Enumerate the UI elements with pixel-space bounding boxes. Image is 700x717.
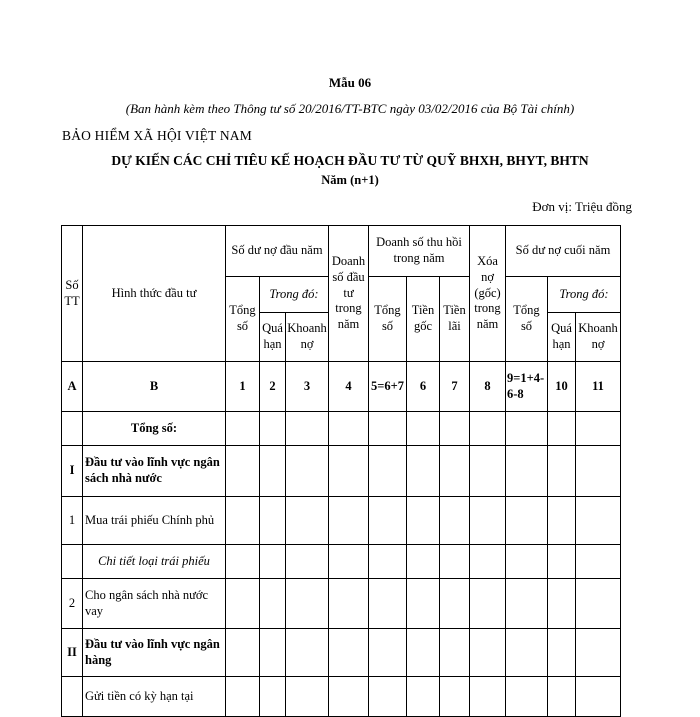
header-open-total: Tổng số bbox=[226, 277, 260, 362]
column-code: A bbox=[62, 362, 83, 412]
header-open-ofwhich: Trong đó: bbox=[260, 277, 329, 313]
row-value-cell bbox=[548, 677, 576, 717]
row-stt bbox=[62, 545, 83, 579]
header-open-overdue: Quá hạn bbox=[260, 313, 286, 362]
row-value-cell bbox=[226, 412, 260, 446]
table-row bbox=[62, 412, 621, 446]
row-value-cell bbox=[506, 579, 548, 629]
header-recovery-sales: Doanh số thu hồi trong năm bbox=[369, 226, 470, 277]
row-value-cell bbox=[470, 629, 506, 677]
investment-plan-table bbox=[61, 225, 621, 717]
row-value-cell bbox=[407, 446, 440, 497]
row-value-cell bbox=[548, 545, 576, 579]
row-value-cell bbox=[440, 497, 470, 545]
row-value-cell bbox=[470, 545, 506, 579]
row-label: Chi tiết loại trái phiếu bbox=[83, 545, 226, 579]
row-value-cell bbox=[440, 677, 470, 717]
row-value-cell bbox=[286, 629, 329, 677]
row-stt: I bbox=[62, 446, 83, 497]
row-value-cell bbox=[329, 497, 369, 545]
row-value-cell bbox=[226, 497, 260, 545]
row-value-cell bbox=[286, 412, 329, 446]
row-value-cell bbox=[369, 579, 407, 629]
row-value-cell bbox=[440, 629, 470, 677]
row-value-cell bbox=[576, 629, 621, 677]
row-value-cell bbox=[470, 497, 506, 545]
row-value-cell bbox=[440, 446, 470, 497]
table-row bbox=[62, 579, 621, 629]
row-value-cell bbox=[329, 677, 369, 717]
row-value-cell bbox=[576, 579, 621, 629]
row-value-cell bbox=[506, 545, 548, 579]
row-label: Mua trái phiếu Chính phủ bbox=[83, 497, 226, 545]
row-value-cell bbox=[260, 412, 286, 446]
row-value-cell bbox=[260, 446, 286, 497]
row-value-cell bbox=[407, 412, 440, 446]
row-value-cell bbox=[548, 579, 576, 629]
header-closing-balance: Số dư nợ cuối năm bbox=[506, 226, 621, 277]
column-code: 5=6+7 bbox=[369, 362, 407, 412]
row-value-cell bbox=[576, 412, 621, 446]
document-title: DỰ KIẾN CÁC CHỈ TIÊU KẾ HOẠCH ĐẦU TƯ TỪ QUỸ BHXH, BHYT, BHTN bbox=[111, 153, 589, 168]
row-value-cell bbox=[329, 412, 369, 446]
table-row bbox=[62, 545, 621, 579]
row-value-cell bbox=[286, 446, 329, 497]
row-value-cell bbox=[369, 629, 407, 677]
row-value-cell bbox=[506, 629, 548, 677]
row-value-cell bbox=[470, 412, 506, 446]
row-value-cell bbox=[440, 579, 470, 629]
header-investment-form: Hình thức đầu tư bbox=[83, 226, 226, 362]
row-value-cell bbox=[407, 497, 440, 545]
row-label: Cho ngân sách nhà nước vay bbox=[83, 579, 226, 629]
row-value-cell bbox=[470, 677, 506, 717]
row-value-cell bbox=[407, 677, 440, 717]
row-label: Tổng số: bbox=[83, 412, 226, 446]
agency-name: BẢO HIỂM XÃ HỘI VIỆT NAM bbox=[62, 128, 252, 143]
row-stt bbox=[62, 412, 83, 446]
row-value-cell bbox=[260, 497, 286, 545]
row-value-cell bbox=[226, 677, 260, 717]
row-value-cell bbox=[407, 545, 440, 579]
column-code: 4 bbox=[329, 362, 369, 412]
row-value-cell bbox=[407, 629, 440, 677]
row-value-cell bbox=[576, 545, 621, 579]
header-close-ofwhich: Trong đó: bbox=[548, 277, 621, 313]
row-value-cell bbox=[260, 677, 286, 717]
table-row bbox=[62, 446, 621, 497]
row-value-cell bbox=[286, 545, 329, 579]
row-value-cell bbox=[576, 446, 621, 497]
row-value-cell bbox=[470, 579, 506, 629]
row-value-cell bbox=[260, 629, 286, 677]
row-value-cell bbox=[576, 497, 621, 545]
issued-note: (Ban hành kèm theo Thông tư số 20/2016/TT-BTC ngày 03/02/2016 của Bộ Tài chính) bbox=[125, 101, 575, 116]
row-value-cell bbox=[329, 446, 369, 497]
row-label: Đầu tư vào lĩnh vực ngân hàng bbox=[83, 629, 226, 677]
row-value-cell bbox=[286, 579, 329, 629]
column-code: 2 bbox=[260, 362, 286, 412]
row-value-cell bbox=[548, 629, 576, 677]
row-value-cell bbox=[369, 545, 407, 579]
row-value-cell bbox=[576, 677, 621, 717]
row-stt: 2 bbox=[62, 579, 83, 629]
row-value-cell bbox=[506, 497, 548, 545]
column-code-row bbox=[62, 362, 621, 412]
header-write-off: Xóa nợ (gốc) trong năm bbox=[470, 226, 506, 362]
document-subtitle: Năm (n+1) bbox=[321, 173, 379, 187]
header-open-frozen: Khoanh nợ bbox=[286, 313, 329, 362]
row-value-cell bbox=[440, 545, 470, 579]
row-value-cell bbox=[286, 497, 329, 545]
row-value-cell bbox=[226, 545, 260, 579]
header-close-total: Tổng số bbox=[506, 277, 548, 362]
row-value-cell bbox=[329, 629, 369, 677]
column-code: 9=1+4-6-8 bbox=[506, 362, 548, 412]
header-principal: Tiền gốc bbox=[407, 277, 440, 362]
row-stt bbox=[62, 677, 83, 717]
header-investment-sales: Doanh số đầu tư trong năm bbox=[329, 226, 369, 362]
column-code: 10 bbox=[548, 362, 576, 412]
row-value-cell bbox=[260, 545, 286, 579]
header-close-frozen: Khoanh nợ bbox=[576, 313, 621, 362]
table-row bbox=[62, 677, 621, 717]
row-value-cell bbox=[369, 497, 407, 545]
column-code: 1 bbox=[226, 362, 260, 412]
row-value-cell bbox=[440, 412, 470, 446]
header-interest: Tiền lãi bbox=[440, 277, 470, 362]
header-collect-total: Tổng số bbox=[369, 277, 407, 362]
row-value-cell bbox=[286, 677, 329, 717]
row-value-cell bbox=[369, 677, 407, 717]
form-number: Mẫu 06 bbox=[328, 75, 372, 90]
row-value-cell bbox=[506, 677, 548, 717]
header-stt: Số TT bbox=[62, 226, 83, 362]
row-value-cell bbox=[260, 579, 286, 629]
row-label: Gửi tiền có kỳ hạn tại bbox=[83, 677, 226, 717]
column-code: 6 bbox=[407, 362, 440, 412]
row-value-cell bbox=[470, 446, 506, 497]
row-stt: 1 bbox=[62, 497, 83, 545]
column-code: 11 bbox=[576, 362, 621, 412]
row-value-cell bbox=[506, 446, 548, 497]
row-value-cell bbox=[329, 579, 369, 629]
row-value-cell bbox=[226, 446, 260, 497]
row-value-cell bbox=[369, 446, 407, 497]
table-row bbox=[62, 497, 621, 545]
row-label: Đầu tư vào lĩnh vực ngân sách nhà nước bbox=[83, 446, 226, 497]
header-opening-balance: Số dư nợ đầu năm bbox=[226, 226, 329, 277]
row-value-cell bbox=[369, 412, 407, 446]
column-code: B bbox=[83, 362, 226, 412]
column-code: 3 bbox=[286, 362, 329, 412]
row-value-cell bbox=[226, 579, 260, 629]
unit-note: Đơn vị: Triệu đồng bbox=[532, 199, 632, 214]
row-value-cell bbox=[548, 412, 576, 446]
row-value-cell bbox=[329, 545, 369, 579]
row-value-cell bbox=[548, 497, 576, 545]
row-value-cell bbox=[226, 629, 260, 677]
column-code: 8 bbox=[470, 362, 506, 412]
row-stt: II bbox=[62, 629, 83, 677]
header-close-overdue: Quá hạn bbox=[548, 313, 576, 362]
row-value-cell bbox=[407, 579, 440, 629]
row-value-cell bbox=[548, 446, 576, 497]
column-code: 7 bbox=[440, 362, 470, 412]
row-value-cell bbox=[506, 412, 548, 446]
table-row bbox=[62, 629, 621, 677]
